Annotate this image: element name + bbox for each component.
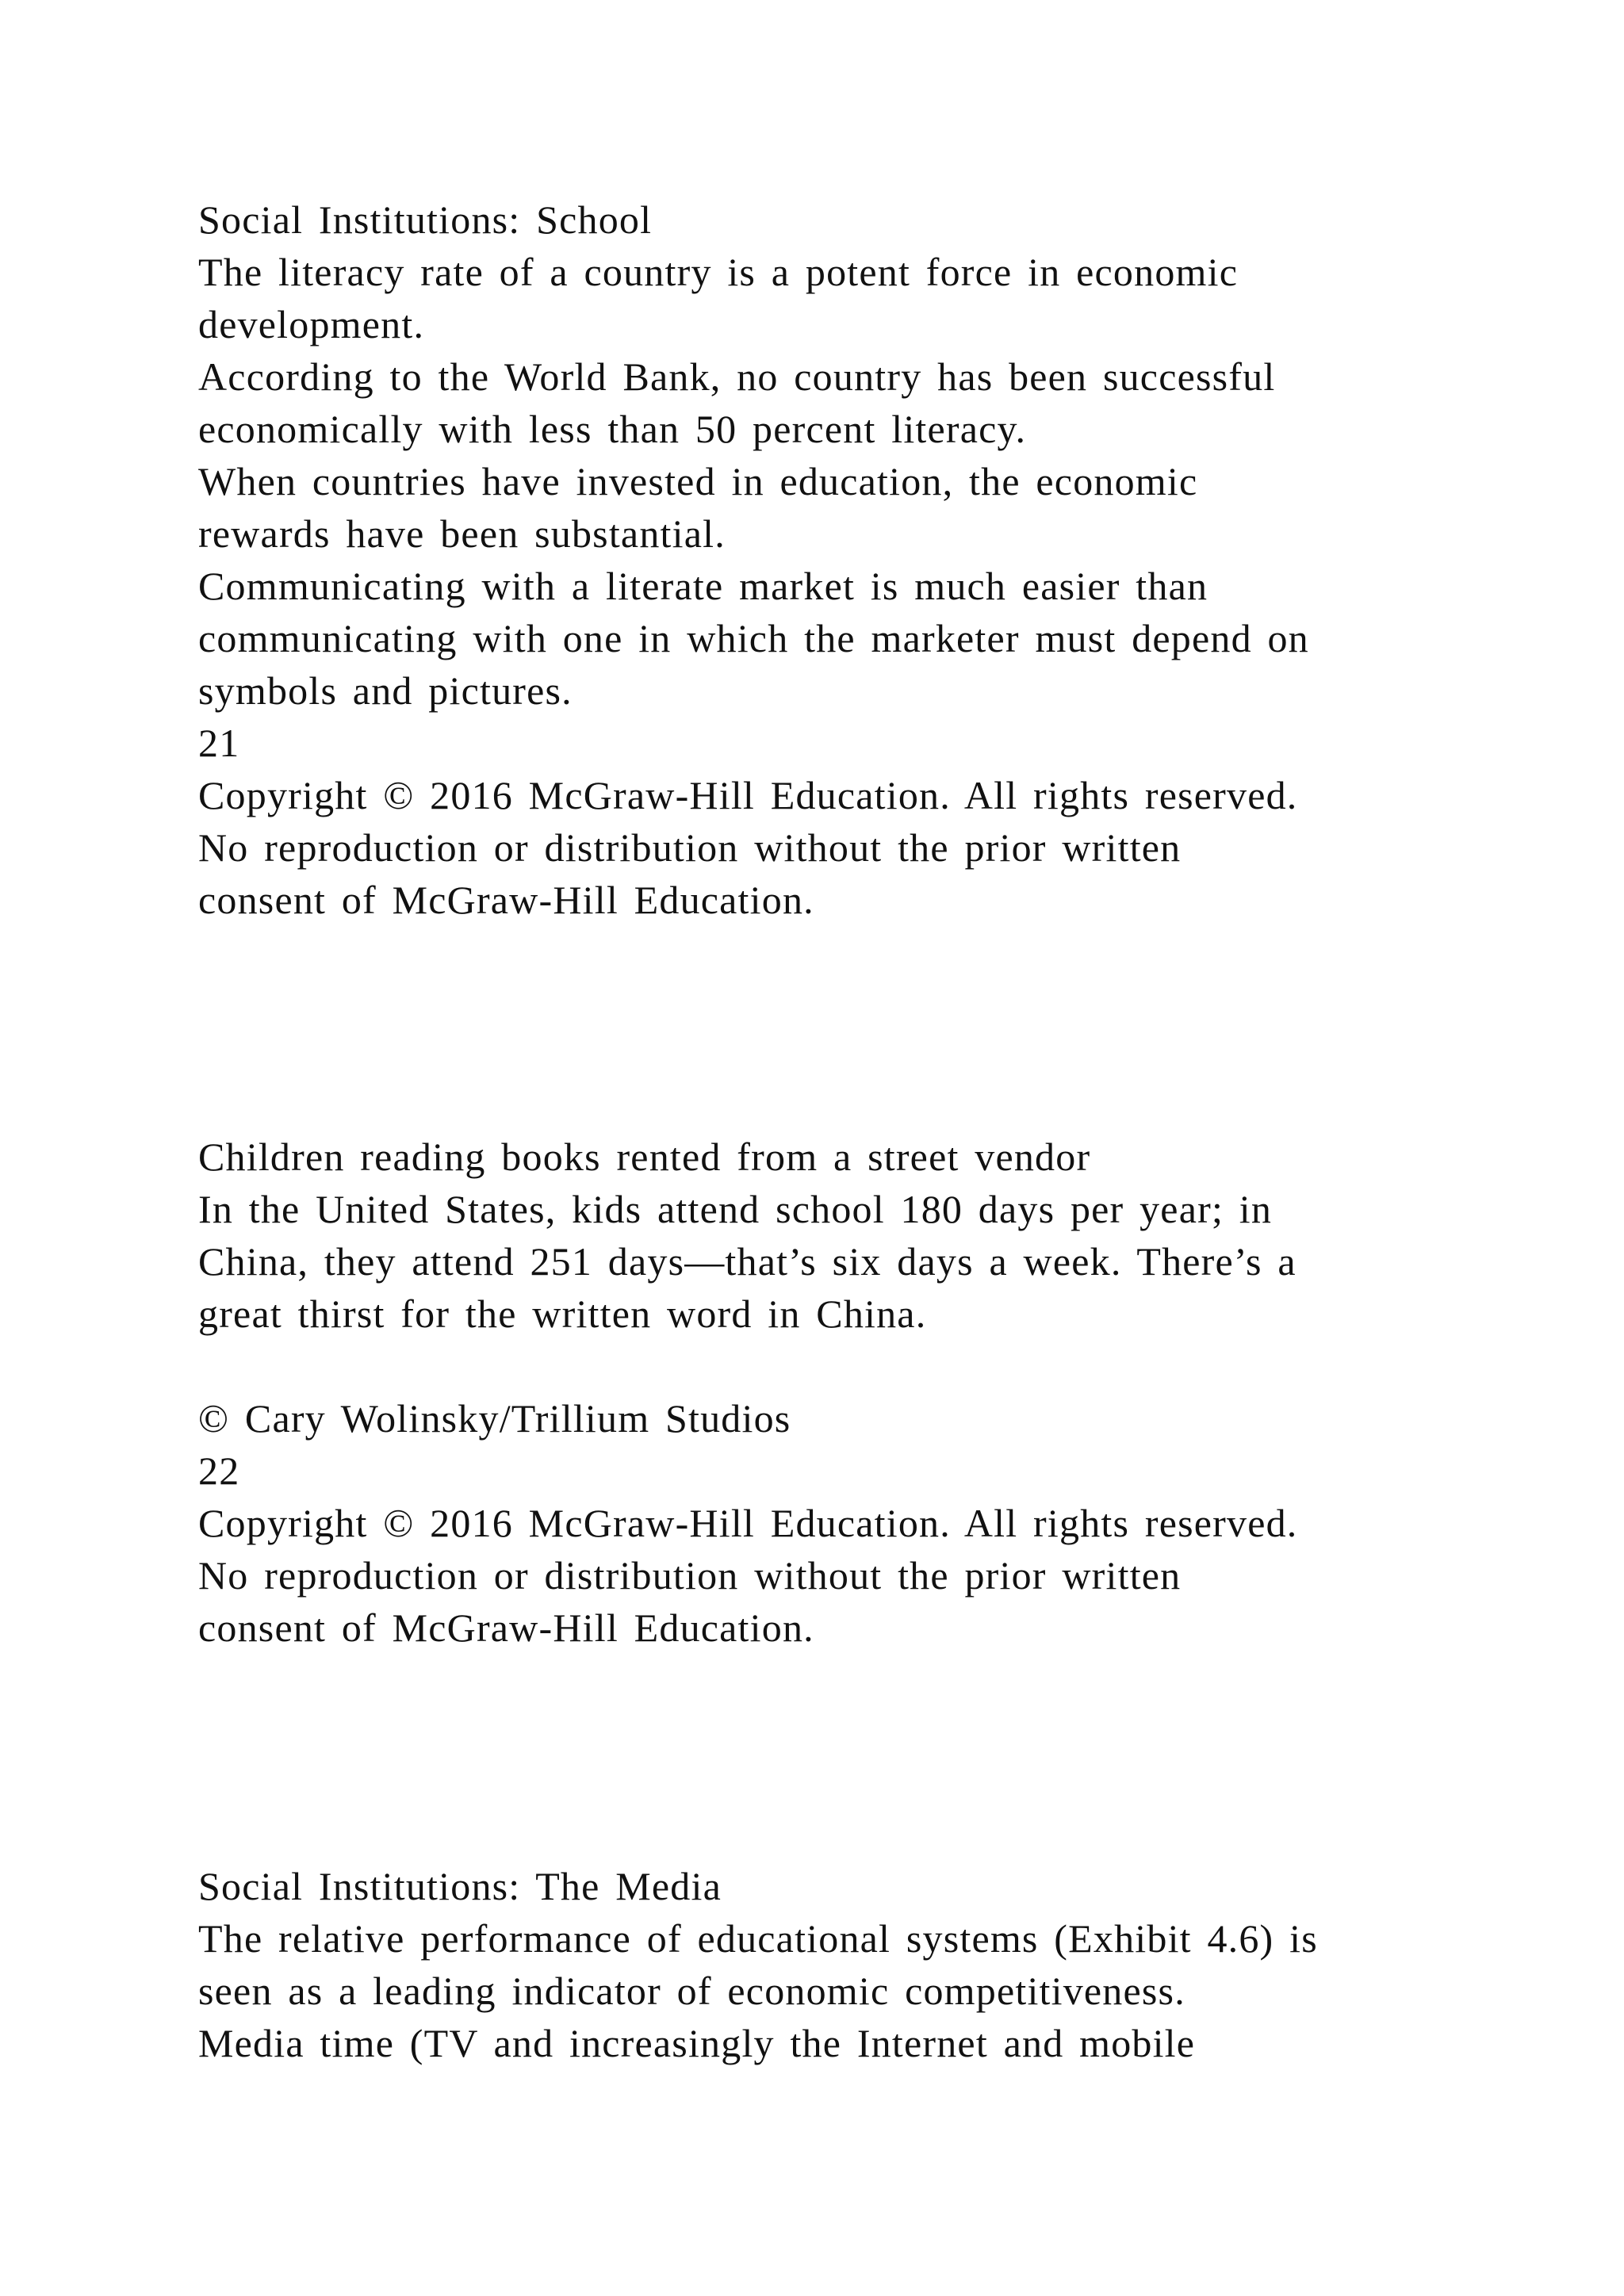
body-line: China, they attend 251 days—that’s six days a week. There’s a xyxy=(198,1239,1297,1284)
copyright-line: No reproduction or distribution without the prior written xyxy=(198,1553,1182,1598)
body-line: great thirst for the written word in China. xyxy=(198,1292,927,1336)
body-line: According to the World Bank, no country has been successful xyxy=(198,354,1276,399)
body-line: seen as a leading indicator of economic competitiveness. xyxy=(198,1969,1185,2013)
slide-23-text-block xyxy=(198,1860,1562,2069)
body-line: rewards have been substantial. xyxy=(198,511,726,556)
slide-22-text-block xyxy=(198,1131,1562,1654)
blank-line xyxy=(198,1340,1562,1392)
copyright-line: consent of McGraw-Hill Education. xyxy=(198,878,814,922)
body-line: The literacy rate of a country is a potent force in economic xyxy=(198,250,1239,294)
copyright-line: Copyright © 2016 McGraw-Hill Education. All rights reserved. xyxy=(198,1501,1298,1545)
slide-number: 22 xyxy=(198,1448,240,1493)
body-line: The relative performance of educational systems (Exhibit 4.6) is xyxy=(198,1916,1318,1961)
body-line: economically with less than 50 percent literacy. xyxy=(198,407,1027,451)
body-line: communicating with one in which the marketer must depend on xyxy=(198,616,1309,660)
slide-number: 21 xyxy=(198,721,240,765)
copyright-line: consent of McGraw-Hill Education. xyxy=(198,1605,814,1650)
image-caption-title: Children reading books rented from a street vendor xyxy=(198,1135,1091,1179)
slide-title: Social Institutions: The Media xyxy=(198,1864,722,1908)
slide-21-text-block xyxy=(198,193,1562,926)
photo-credit: © Cary Wolinsky/Trillium Studios xyxy=(198,1396,791,1441)
body-line: Media time (TV and increasingly the Internet and mobile xyxy=(198,2021,1196,2065)
slide-title: Social Institutions: School xyxy=(198,197,653,242)
copyright-line: Copyright © 2016 McGraw-Hill Education. All rights reserved. xyxy=(198,773,1298,817)
body-line: development. xyxy=(198,302,425,346)
body-line: When countries have invested in education, the economic xyxy=(198,459,1198,503)
body-line: symbols and pictures. xyxy=(198,668,573,713)
copyright-line: No reproduction or distribution without the prior written xyxy=(198,825,1182,870)
body-line: Communicating with a literate market is much easier than xyxy=(198,564,1208,608)
body-line: In the United States, kids attend school 180 days per year; in xyxy=(198,1187,1273,1231)
